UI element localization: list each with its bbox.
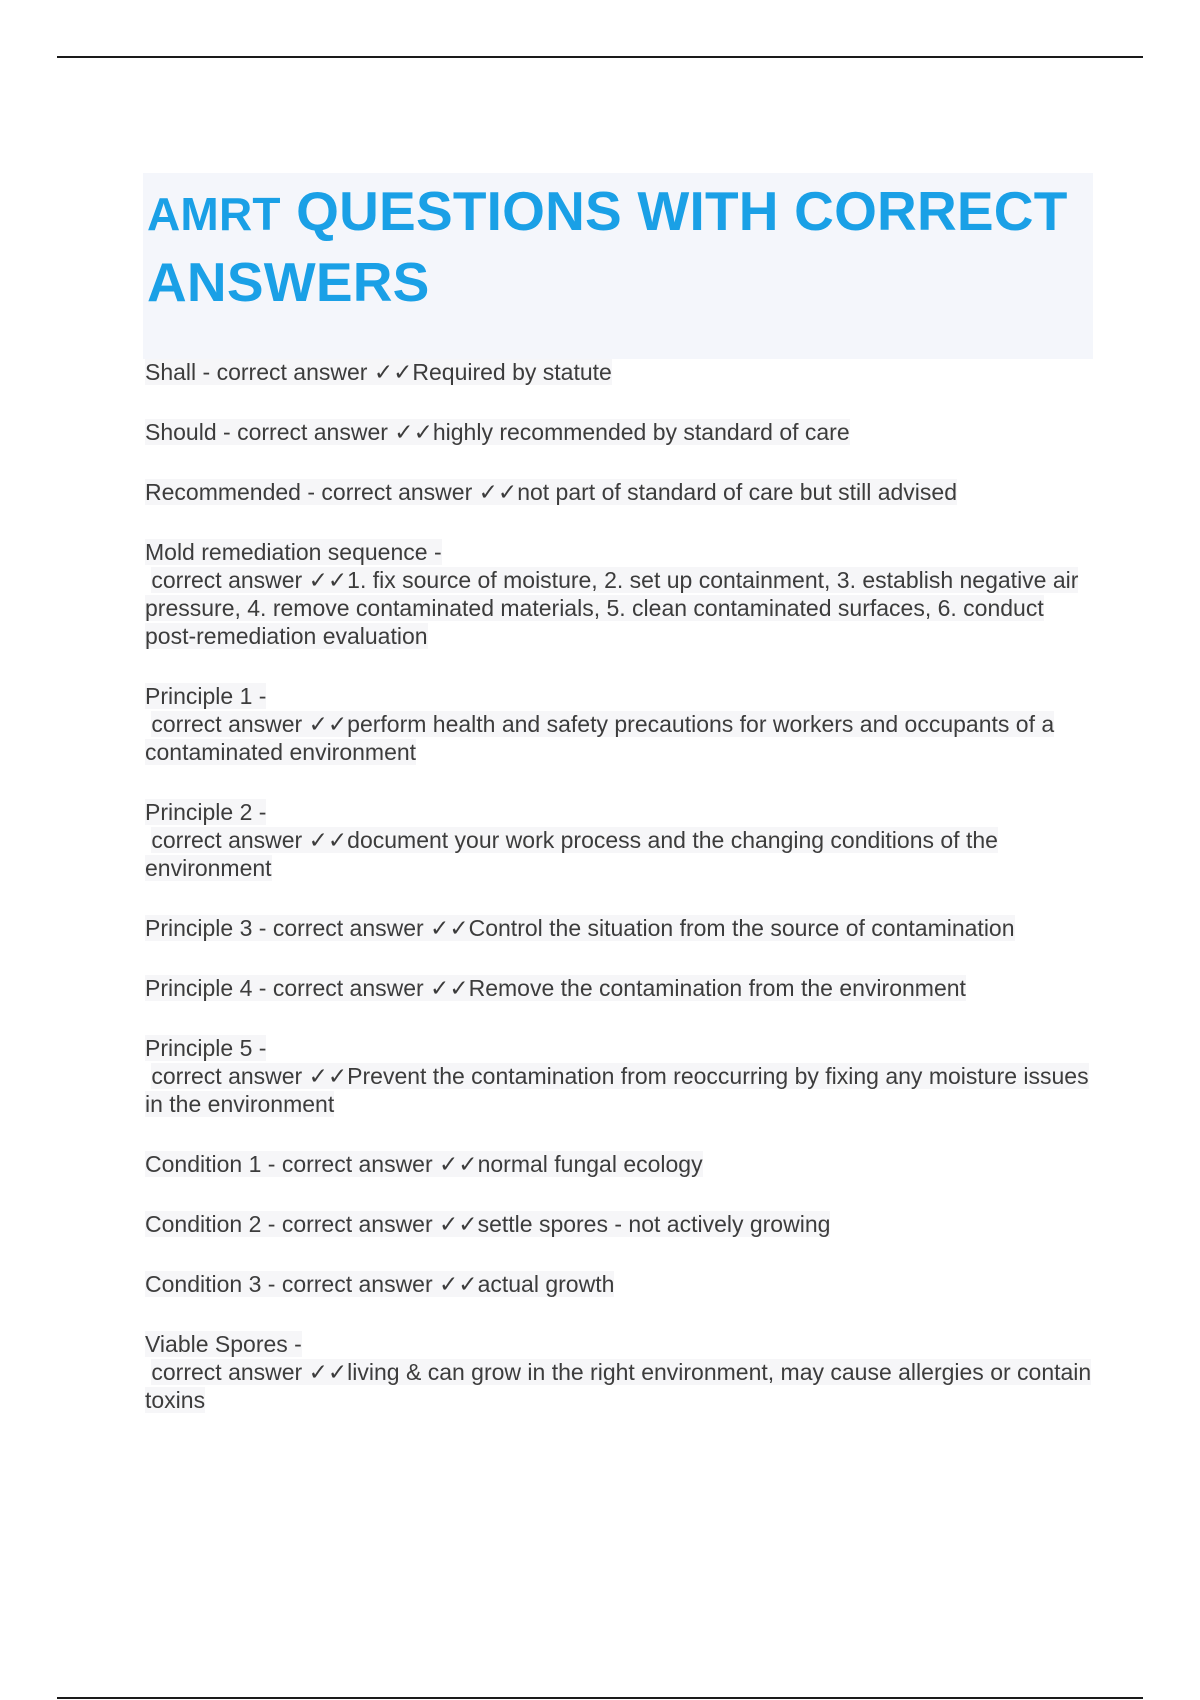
qa-answer-text: Remove the contamination from the environment [468, 975, 966, 1001]
qa-answer-text: highly recommended by standard of care [432, 419, 850, 445]
answer-label: correct answer ✓✓ [321, 479, 518, 505]
answer-label: correct answer ✓✓ [272, 915, 469, 941]
qa-term [145, 682, 1095, 710]
qa-separator: - [252, 975, 273, 1001]
qa-item [145, 914, 1095, 942]
qa-line [145, 359, 612, 385]
qa-separator: - [261, 1271, 282, 1297]
qa-item [145, 418, 1095, 446]
top-rule [57, 56, 1143, 58]
qa-separator: - [252, 683, 267, 709]
qa-item [145, 1210, 1095, 1238]
qa-line [145, 1211, 830, 1237]
qa-answer-text: document your work process and the changing conditions of the environment [145, 827, 998, 881]
qa-term-text: Principle 2 [145, 799, 253, 825]
qa-line [145, 1271, 614, 1297]
qa-list [145, 358, 1095, 1446]
answer-label: correct answer ✓✓ [237, 419, 433, 445]
qa-term-text: Condition 1 [145, 1151, 262, 1177]
qa-separator: - [252, 799, 267, 825]
qa-term [145, 1034, 1095, 1062]
answer-label: correct answer ✓✓ [151, 711, 348, 737]
qa-item [145, 1034, 1095, 1118]
qa-answer-text: living & can grow in the right environment, may cause allergies or contain toxins [145, 1359, 1092, 1413]
qa-term-text: Principle 3 [145, 915, 253, 941]
qa-term-text: Principle 1 [145, 683, 253, 709]
qa-answer-text: settle spores - not actively growing [477, 1211, 831, 1237]
qa-item [145, 538, 1095, 650]
qa-separator: - [261, 1151, 282, 1177]
qa-separator: - [261, 1211, 282, 1237]
qa-line [145, 975, 966, 1001]
qa-separator: - [287, 1331, 302, 1357]
qa-answer-text: Control the situation from the source of contamination [468, 915, 1015, 941]
qa-term-text: Viable Spores [145, 1331, 288, 1357]
qa-item [145, 682, 1095, 766]
answer-label: correct answer ✓✓ [151, 1359, 348, 1385]
qa-answer-text: 1. fix source of moisture, 2. set up containment, 3. establish negative air pressure, 4. remove contaminated materials, 5. clean contaminated surfaces, 6. conduct post-remediation evaluation [145, 567, 1079, 649]
qa-term [145, 1330, 1095, 1358]
document-title [147, 177, 1089, 316]
qa-answer-text: normal fungal ecology [477, 1151, 703, 1177]
answer-label: correct answer ✓✓ [272, 975, 469, 1001]
qa-term-text: Shall [145, 359, 197, 385]
qa-line [145, 479, 957, 505]
qa-term-text: Recommended [145, 479, 301, 505]
title-prefix: AMRT [147, 188, 281, 240]
qa-separator: - [252, 1035, 267, 1061]
qa-answer-text: Required by statute [412, 359, 612, 385]
qa-term-text: Condition 3 [145, 1271, 262, 1297]
qa-item [145, 478, 1095, 506]
qa-answer-text: actual growth [477, 1271, 615, 1297]
qa-item [145, 1150, 1095, 1178]
qa-line [145, 915, 1015, 941]
bottom-rule [57, 1697, 1143, 1699]
qa-item [145, 1330, 1095, 1414]
answer-label: correct answer ✓✓ [151, 567, 348, 593]
answer-label: correct answer ✓✓ [216, 359, 413, 385]
answer-label: correct answer ✓✓ [151, 1063, 348, 1089]
answer-label: correct answer ✓✓ [281, 1151, 478, 1177]
answer-label: correct answer ✓✓ [281, 1271, 478, 1297]
answer-label: correct answer ✓✓ [281, 1211, 478, 1237]
answer-label: correct answer ✓✓ [151, 827, 348, 853]
qa-term [145, 798, 1095, 826]
qa-answer [145, 1062, 1095, 1118]
qa-separator: - [427, 539, 442, 565]
qa-answer [145, 1358, 1095, 1414]
qa-term-text: Should [145, 419, 217, 445]
qa-answer-text: perform health and safety precautions for workers and occupants of a contaminated environment [145, 711, 1055, 765]
qa-item [145, 974, 1095, 1002]
qa-line [145, 1151, 703, 1177]
qa-term-text: Mold remediation sequence [145, 539, 428, 565]
qa-term [145, 538, 1095, 566]
qa-answer [145, 566, 1095, 650]
title-main: QUESTIONS WITH CORRECT ANSWERS [147, 180, 1068, 313]
qa-term-text: Condition 2 [145, 1211, 262, 1237]
qa-answer [145, 710, 1095, 766]
qa-answer [145, 826, 1095, 882]
qa-answer-text: not part of standard of care but still advised [517, 479, 957, 505]
qa-separator: - [300, 479, 322, 505]
title-block [143, 173, 1093, 359]
qa-term-text: Principle 4 [145, 975, 253, 1001]
qa-separator: - [252, 915, 273, 941]
qa-separator: - [196, 359, 217, 385]
qa-separator: - [216, 419, 238, 445]
qa-answer-text: Prevent the contamination from reoccurring by fixing any moisture issues in the environment [145, 1063, 1089, 1117]
qa-line [145, 419, 850, 445]
qa-term-text: Principle 5 [145, 1035, 253, 1061]
qa-item [145, 358, 1095, 386]
qa-item [145, 1270, 1095, 1298]
qa-item [145, 798, 1095, 882]
